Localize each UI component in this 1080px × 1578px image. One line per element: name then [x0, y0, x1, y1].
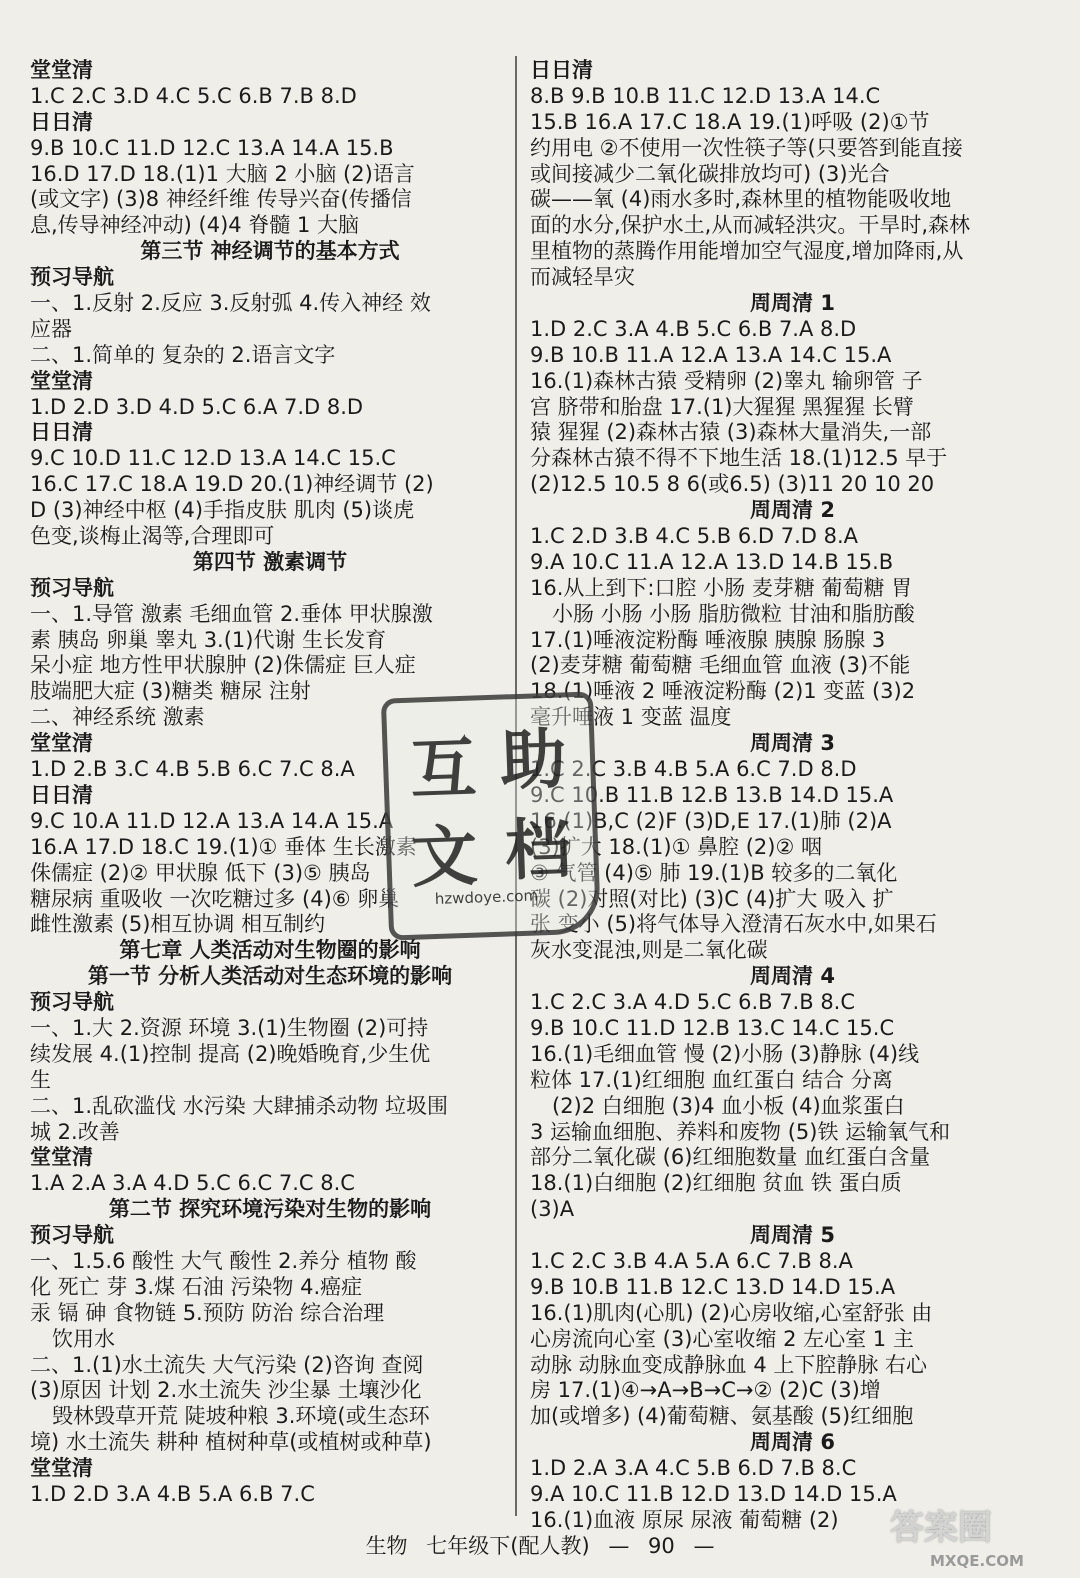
answer-line: 色变,谈梅止渴等,合理即可 [30, 524, 275, 549]
section-heading: 周周清 1 [750, 291, 835, 316]
answer-line: 境) 水土流失 耕种 植树种草(或植树或种草) [30, 1430, 432, 1455]
answer-line: 化 死亡 芽 3.煤 石油 污染物 4.癌症 [30, 1274, 363, 1299]
answer-line: 1.D 2.D 3.D 4.D 5.C 6.A 7.D 8.D [30, 394, 364, 419]
answer-line: 16.A 17.D 18.C 19.(1)① 垂体 生长激素 [30, 834, 417, 859]
answer-line: 9.B 10.B 11.B 12.C 13.D 14.D 15.A [530, 1274, 896, 1299]
answer-line: 房 17.(1)④→A→B→C→② (2)C (3)增 [530, 1378, 881, 1403]
section-heading: 堂堂清 [30, 368, 93, 393]
answer-line: 16.(1)B,C (2)F (3)D,E 17.(1)肺 (2)A [530, 808, 892, 833]
footer-subject: 生物 [365, 1534, 408, 1558]
answer-line: 动脉 动脉血变成静脉血 4 上下腔静脉 右心 [530, 1352, 928, 1377]
answer-line: 8.B 9.B 10.B 11.C 12.D 13.A 14.C [530, 83, 881, 108]
answer-line: (3)扩大 18.(1)① 鼻腔 (2)② 咽 [530, 834, 822, 859]
answer-line: 1.D 2.D 3.A 4.B 5.A 6.B 7.C [30, 1481, 315, 1506]
answer-line: 城 2.改善 [30, 1119, 120, 1144]
answer-line: 或间接减少二氧化碳排放均可) (3)光合 [530, 161, 890, 186]
section-heading: 第三节 神经调节的基本方式 [140, 239, 400, 264]
right-column [530, 58, 1055, 1534]
answer-line: 9.A 10.C 11.A 12.A 13.D 14.B 15.B [530, 549, 894, 574]
answer-line: 9.C 10.D 11.C 12.D 13.A 14.C 15.C [30, 446, 396, 471]
watermark-stamp [381, 691, 601, 940]
answer-line: 灰水变混浊,则是二氧化碳 [530, 938, 768, 963]
answer-line: 二、1.乱砍滥伐 水污染 大肆捕杀动物 垃圾围 [30, 1093, 449, 1118]
answer-line: 里植物的蒸腾作用能增加空气湿度,增加降雨,从 [530, 239, 964, 264]
answer-line: 小肠 小肠 小肠 脂肪微粒 甘油和脂肪酸 [552, 601, 915, 626]
answer-line: 面的水分,保护水土,从而减轻洪灾。干旱时,森林 [530, 213, 971, 238]
answer-line: 1.D 2.B 3.C 4.B 5.B 6.C 7.C 8.A [30, 757, 355, 782]
answer-line: 18.(1)唾液 2 唾液淀粉酶 (2)1 变蓝 (3)2 [530, 679, 916, 704]
section-heading: 第二节 探究环境污染对生物的影响 [108, 1197, 432, 1222]
answer-line: 一、1.反射 2.反应 3.反射弧 4.传入神经 效 [30, 291, 431, 316]
section-heading: 堂堂清 [30, 1145, 93, 1170]
watermark-char: 助 [498, 719, 568, 800]
answer-line: 18.(1)白细胞 (2)红细胞 贫血 铁 蛋白质 [530, 1171, 902, 1196]
answer-line: 1.C 2.C 3.B 4.A 5.A 6.C 7.B 8.A [530, 1248, 853, 1273]
answer-line: 张 变小 (5)将气体导入澄清石灰水中,如果石 [530, 912, 937, 937]
answer-line: 一、1.5.6 酸性 大气 酸性 2.养分 植物 酸 [30, 1248, 417, 1273]
answer-line: 而减轻旱灾 [530, 265, 635, 290]
answer-line: 粒体 17.(1)红细胞 血红蛋白 结合 分离 [530, 1067, 893, 1092]
answer-line: 1.D 2.A 3.A 4.C 5.B 6.D 7.B 8.C [530, 1456, 857, 1481]
section-heading: 堂堂清 [30, 58, 93, 82]
answer-line: 9.C 10.B 11.B 12.B 13.B 14.D 15.A [530, 782, 894, 807]
answer-line: 1.C 2.C 3.B 4.B 5.A 6.C 7.D 8.D [530, 757, 857, 782]
answer-line: 心房流向心室 (3)心室收缩 2 左心室 1 主 [530, 1326, 914, 1351]
answer-line: 9.C 10.A 11.D 12.A 13.A 14.A 15.A [30, 808, 394, 833]
section-heading: 第一节 分析人类活动对生态环境的影响 [87, 964, 453, 989]
answer-line: 17.(1)唾液淀粉酶 唾液腺 胰腺 肠腺 3 [530, 627, 886, 652]
answer-line: 一、1.大 2.资源 环境 3.(1)生物圈 (2)可持 [30, 1015, 429, 1040]
watermark-char: 互 [408, 728, 478, 809]
answer-line: 9.B 10.B 11.A 12.A 13.A 14.C 15.A [530, 342, 892, 367]
answer-line: 续发展 4.(1)控制 提高 (2)晚婚晚育,少生优 [30, 1041, 431, 1066]
section-heading: 预习导航 [30, 990, 114, 1015]
answer-line: 碳 (2)对照(对比) (3)C (4)扩大 吸入 扩 [530, 886, 894, 911]
page-footer [250, 1530, 830, 1560]
answer-line: 约用电 ②不使用一次性筷子等(只要答到能直接 [530, 135, 963, 160]
answer-line: 毫升唾液 1 变蓝 温度 [530, 705, 732, 730]
section-heading: 周周清 5 [750, 1223, 835, 1248]
answer-line: 16.(1)血液 原尿 尿液 葡萄糖 (2) [530, 1507, 839, 1532]
answer-line: 1.C 2.C 3.D 4.C 5.C 6.B 7.B 8.D [30, 83, 357, 108]
answer-line: 分森林古猿不得不下地生活 18.(1)12.5 早于 [530, 446, 948, 471]
answer-line: 16.(1)肌肉(心肌) (2)心房收缩,心室舒张 由 [530, 1300, 933, 1325]
section-heading: 日日清 [530, 58, 593, 82]
watermark-char: 档 [503, 809, 573, 890]
answer-line: 息,传导神经冲动) (4)4 脊髓 1 大脑 [30, 213, 360, 238]
section-heading: 周周清 3 [750, 731, 835, 756]
answer-line: 16.C 17.C 18.A 19.D 20.(1)神经调节 (2) [30, 472, 434, 497]
answer-line: 雌性激素 (5)相互协调 相互制约 [30, 912, 326, 937]
answer-line: 应器 [30, 316, 72, 341]
answer-line: 3 运输血细胞、养料和废物 (5)铁 运输氧气和 [530, 1119, 951, 1144]
corner-watermark-url: MXQE.COM [930, 1552, 1024, 1570]
section-heading: 堂堂清 [30, 731, 93, 756]
answer-line: 9.B 10.C 11.D 12.B 13.C 14.C 15.C [530, 1015, 895, 1040]
answer-line: (2)2 白细胞 (3)4 血小板 (4)血浆蛋白 [552, 1093, 905, 1118]
answer-line: D (3)神经中枢 (4)手指皮肤 肌肉 (5)谈虎 [30, 498, 415, 523]
watermark-url: hzwdoye.com [434, 886, 539, 909]
section-heading: 预习导航 [30, 1223, 114, 1248]
answer-line: 1.D 2.C 3.A 4.B 5.C 6.B 7.A 8.D [530, 316, 857, 341]
section-heading: 预习导航 [30, 265, 114, 290]
footer-grade: 七年级下(配人教) [426, 1534, 590, 1558]
answer-line: 碳——氧 (4)雨水多时,森林里的植物能吸收地 [530, 187, 952, 212]
answer-line: 猿 猩猩 (2)森林古猿 (3)森林大量消失,一部 [530, 420, 932, 445]
answer-line: 二、1.简单的 复杂的 2.语言文字 [30, 342, 336, 367]
section-heading: 第七章 人类活动对生物圈的影响 [119, 938, 421, 963]
answer-line: 加(或增多) (4)葡萄糖、氨基酸 (5)红细胞 [530, 1404, 914, 1429]
answer-line: 16.(1)森林古猿 受精卵 (2)睾丸 输卵管 子 [530, 368, 923, 393]
answer-line: 1.C 2.D 3.B 4.C 5.B 6.D 7.D 8.A [530, 524, 859, 549]
section-heading: 日日清 [30, 109, 93, 134]
answer-line: ③ 气管 (4)⑤ 肺 19.(1)B 较多的二氧化 [530, 860, 898, 885]
answer-line: (或文字) (3)8 神经纤维 传导兴奋(传播信 [30, 187, 412, 212]
section-heading: 周周清 4 [750, 964, 835, 989]
watermark-char: 文 [410, 816, 479, 897]
answer-line: 16.D 17.D 18.(1)1 大脑 2 小脑 (2)语言 [30, 161, 415, 186]
section-heading: 日日清 [30, 782, 93, 807]
answer-line: 二、1.(1)水土流失 大气污染 (2)咨询 查阅 [30, 1352, 424, 1377]
answer-line: 生 [30, 1067, 51, 1092]
answer-line: 15.B 16.A 17.C 18.A 19.(1)呼吸 (2)①节 [530, 109, 930, 134]
answer-line: 汞 镉 砷 食物链 5.预防 防治 综合治理 [30, 1300, 385, 1325]
answer-line: 呆小症 地方性甲状腺肿 (2)侏儒症 巨人症 [30, 653, 416, 678]
answer-line: (3)A [530, 1197, 575, 1222]
answer-line: 部分二氧化碳 (6)红细胞数量 血红蛋白含量 [530, 1145, 931, 1170]
answer-line: 9.A 10.C 11.B 12.D 13.D 14.D 15.A [530, 1481, 897, 1506]
answer-line: 宫 脐带和胎盘 17.(1)大猩猩 黑猩猩 长臂 [530, 394, 914, 419]
answer-line: 一、1.导管 激素 毛细血管 2.垂体 甲状腺激 [30, 601, 433, 626]
answer-line: 16.从上到下:口腔 小肠 麦芽糖 葡萄糖 胃 [530, 575, 913, 600]
answer-line: 1.A 2.A 3.A 4.D 5.C 6.C 7.C 8.C [30, 1171, 355, 1196]
answer-line: 二、神经系统 激素 [30, 705, 205, 730]
section-heading: 预习导航 [30, 575, 114, 600]
answer-line: (2)麦芽糖 葡萄糖 毛细血管 血液 (3)不能 [530, 653, 911, 678]
answer-line: 9.B 10.C 11.D 12.C 13.A 14.A 15.B [30, 135, 394, 160]
footer-dash-right: — [693, 1534, 715, 1558]
footer-dash-left: — [608, 1534, 630, 1558]
corner-watermark: 答案圈 [890, 1508, 992, 1548]
answer-line: 1.C 2.C 3.A 4.D 5.C 6.B 7.B 8.C [530, 990, 856, 1015]
section-heading: 堂堂清 [30, 1456, 93, 1481]
answer-line: (3)原因 计划 2.水土流失 沙尘暴 土壤沙化 [30, 1378, 422, 1403]
page-number: 90 [648, 1534, 675, 1558]
section-heading: 周周清 6 [750, 1430, 835, 1455]
section-heading: 日日清 [30, 420, 93, 445]
answer-line: 糖尿病 重吸收 一次吃糖过多 (4)⑥ 卵巢 [30, 886, 400, 911]
answer-line: 16.(1)毛细血管 慢 (2)小肠 (3)静脉 (4)线 [530, 1041, 920, 1066]
answer-line: 侏儒症 (2)② 甲状腺 低下 (3)⑤ 胰岛 [30, 860, 371, 885]
answer-line: 素 胰岛 卵巢 睾丸 3.(1)代谢 生长发育 [30, 627, 387, 652]
answer-line: 饮用水 [52, 1326, 115, 1351]
answer-line: (2)12.5 10.5 8 6(或6.5) (3)11 20 10 20 [530, 472, 935, 497]
answer-line: 肢端肥大症 (3)糖类 糖尿 注射 [30, 679, 311, 704]
section-heading: 周周清 2 [750, 498, 835, 523]
answer-line: 毁林毁草开荒 陡坡种粮 3.环境(或生态环 [52, 1404, 430, 1429]
section-heading: 第四节 激素调节 [192, 549, 348, 574]
